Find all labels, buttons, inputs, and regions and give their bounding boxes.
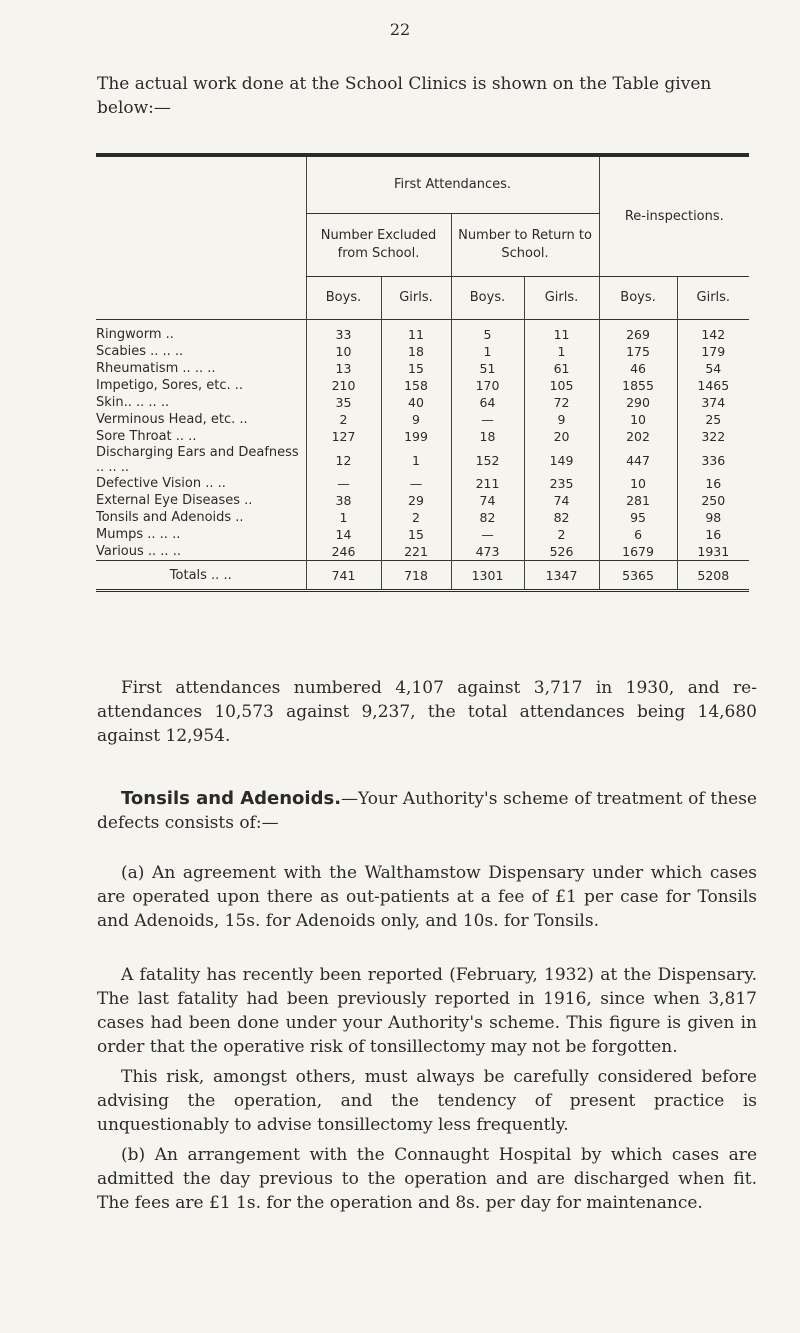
cell-excluded-boys: 1: [306, 509, 381, 526]
cell-reinspection-boys: 1855: [599, 377, 677, 394]
cell-returned-boys: 64: [451, 394, 524, 411]
cell-returned-boys: 82: [451, 509, 524, 526]
cell-excluded-girls: 1: [381, 445, 451, 475]
cell-excluded-girls: 15: [381, 526, 451, 543]
cell-reinspection-girls: 1931: [677, 543, 749, 561]
row-label: Ringworm ..: [96, 327, 174, 342]
totals-label: Totals .. ..: [96, 561, 306, 591]
cell-excluded-girls: —: [381, 475, 451, 492]
category-header-cell: [96, 157, 306, 320]
returned-header: Number to Return to School.: [451, 214, 599, 277]
cell-excluded-girls: 221: [381, 543, 451, 561]
total-reinspection-girls: 5208: [677, 561, 749, 591]
cell-returned-girls: 149: [524, 445, 599, 475]
cell-returned-boys: 211: [451, 475, 524, 492]
first-attendances-header: First Attendances.: [306, 157, 599, 214]
cell-returned-boys: 18: [451, 428, 524, 445]
total-excluded-girls: 718: [381, 561, 451, 591]
cell-excluded-boys: 10: [306, 343, 381, 360]
row-label: Verminous Head, etc. ..: [96, 412, 248, 427]
cell-returned-boys: 1: [451, 343, 524, 360]
cell-reinspection-boys: 46: [599, 360, 677, 377]
row-label: Sore Throat .. ..: [96, 429, 197, 444]
tonsils-heading: Tonsils and Adenoids.: [121, 788, 342, 809]
row-label: Scabies .. .. ..: [96, 344, 184, 359]
cell-excluded-girls: 9: [381, 411, 451, 428]
cell-excluded-boys: 127: [306, 428, 381, 445]
cell-reinspection-girls: 322: [677, 428, 749, 445]
fatality-paragraph: A fatality has recently been reported (February, 1932) at the Dispensary. The last fatality had been previously reported in 1916, since when 3,817 cases had been done under your Authority's scheme. This figure is given in order that the operative risk of tonsillectomy may not be forgotten.: [97, 965, 757, 1057]
cell-excluded-girls: 18: [381, 343, 451, 360]
cell-excluded-boys: 14: [306, 526, 381, 543]
cell-returned-girls: 2: [524, 526, 599, 543]
table-row: [96, 526, 749, 543]
excluded-header: Number Excluded from School.: [306, 214, 451, 277]
cell-reinspection-boys: 10: [599, 411, 677, 428]
totals-row: [96, 561, 749, 591]
boys-header: Boys.: [451, 277, 524, 320]
cell-returned-girls: 72: [524, 394, 599, 411]
cell-returned-girls: 61: [524, 360, 599, 377]
table-row: [96, 475, 749, 492]
cell-excluded-girls: 158: [381, 377, 451, 394]
row-label: Various .. .. ..: [96, 544, 181, 559]
cell-reinspection-girls: 98: [677, 509, 749, 526]
cell-returned-girls: 74: [524, 492, 599, 509]
cell-reinspection-girls: 142: [677, 320, 749, 344]
girls-header: Girls.: [524, 277, 599, 320]
row-label: Mumps .. .. ..: [96, 527, 181, 542]
cell-reinspection-girls: 54: [677, 360, 749, 377]
row-label: Defective Vision .. ..: [96, 476, 226, 491]
cell-excluded-boys: 12: [306, 445, 381, 475]
cell-excluded-girls: 11: [381, 320, 451, 344]
cell-excluded-boys: 13: [306, 360, 381, 377]
cell-reinspection-boys: 269: [599, 320, 677, 344]
table-row: [96, 492, 749, 509]
table-row: [96, 377, 749, 394]
cell-reinspection-boys: 95: [599, 509, 677, 526]
clinic-table-wrapper: [96, 153, 749, 592]
cell-returned-boys: —: [451, 526, 524, 543]
cell-returned-girls: 1: [524, 343, 599, 360]
row-label: Tonsils and Adenoids ..: [96, 510, 244, 525]
cell-reinspection-girls: 16: [677, 475, 749, 492]
cell-excluded-girls: 40: [381, 394, 451, 411]
attendances-paragraph: First attendances numbered 4,107 against 3,717 in 1930, and re-attendances 10,573 against 9,237, the total attendances being 14,680 against 12,954.: [97, 678, 757, 746]
boys-header: Boys.: [306, 277, 381, 320]
table-row: [96, 411, 749, 428]
cell-returned-boys: 170: [451, 377, 524, 394]
table-row: [96, 343, 749, 360]
row-label: Rheumatism .. .. ..: [96, 361, 216, 376]
cell-excluded-girls: 2: [381, 509, 451, 526]
table-row: [96, 394, 749, 411]
cell-returned-girls: 20: [524, 428, 599, 445]
cell-excluded-girls: 15: [381, 360, 451, 377]
cell-reinspection-girls: 250: [677, 492, 749, 509]
cell-returned-girls: 11: [524, 320, 599, 344]
table-row: [96, 543, 749, 561]
cell-reinspection-girls: 16: [677, 526, 749, 543]
cell-returned-girls: 9: [524, 411, 599, 428]
table-row: [96, 445, 749, 475]
cell-returned-girls: 235: [524, 475, 599, 492]
cell-reinspection-girls: 374: [677, 394, 749, 411]
row-label: Discharging Ears and Deafness .. .. ..: [96, 445, 299, 475]
risk-paragraph: This risk, amongst others, must always be carefully considered before advising the operation, and the tendency of present practice is unquestionably to advise tonsillectomy less frequently.: [97, 1067, 757, 1135]
cell-reinspection-boys: 202: [599, 428, 677, 445]
cell-returned-boys: 5: [451, 320, 524, 344]
cell-excluded-boys: 210: [306, 377, 381, 394]
table-row: [96, 360, 749, 377]
cell-excluded-boys: 38: [306, 492, 381, 509]
cell-reinspection-boys: 175: [599, 343, 677, 360]
intro-text: The actual work done at the School Clinics is shown on the Table given below:—: [97, 74, 712, 118]
row-label: Skin.. .. .. ..: [96, 395, 170, 410]
cell-excluded-boys: —: [306, 475, 381, 492]
tonsils-section: [97, 787, 757, 835]
girls-header: Girls.: [381, 277, 451, 320]
cell-reinspection-girls: 1465: [677, 377, 749, 394]
row-label: External Eye Diseases ..: [96, 493, 253, 508]
total-excluded-boys: 741: [306, 561, 381, 591]
cell-returned-boys: 74: [451, 492, 524, 509]
cell-returned-boys: —: [451, 411, 524, 428]
row-label: Impetigo, Sores, etc. ..: [96, 378, 243, 393]
table-row: [96, 509, 749, 526]
cell-reinspection-boys: 1679: [599, 543, 677, 561]
cell-excluded-boys: 2: [306, 411, 381, 428]
cell-excluded-girls: 29: [381, 492, 451, 509]
tonsils-intro: —Your Authority's scheme of treatment of these defects consists of:—: [97, 789, 757, 833]
cell-excluded-boys: 246: [306, 543, 381, 561]
table-row: [96, 320, 749, 344]
cell-returned-boys: 152: [451, 445, 524, 475]
cell-returned-boys: 473: [451, 543, 524, 561]
cell-reinspection-girls: 179: [677, 343, 749, 360]
cell-reinspection-boys: 281: [599, 492, 677, 509]
reinspections-header: Re-inspections.: [599, 157, 749, 277]
paragraph-a: (a) An agreement with the Walthamstow Dispensary under which cases are operated upon there as out-patients at a fee of £1 per case for Tonsils and Adenoids, 15s. for Adenoids only, and 10s. for Tonsils.: [97, 863, 757, 931]
total-returned-girls: 1347: [524, 561, 599, 591]
total-reinspection-boys: 5365: [599, 561, 677, 591]
cell-reinspection-girls: 25: [677, 411, 749, 428]
table-row: [96, 428, 749, 445]
cell-reinspection-boys: 447: [599, 445, 677, 475]
total-returned-boys: 1301: [451, 561, 524, 591]
clinic-attendance-table: [96, 157, 749, 592]
cell-returned-girls: 105: [524, 377, 599, 394]
cell-excluded-girls: 199: [381, 428, 451, 445]
cell-returned-girls: 82: [524, 509, 599, 526]
paragraph-b: (b) An arrangement with the Connaught Hospital by which cases are admitted the day previous to the operation and are discharged when fit. The fees are £1 1s. for the operation and 8s. per day for maintenance.: [97, 1145, 757, 1213]
cell-reinspection-boys: 290: [599, 394, 677, 411]
cell-returned-boys: 51: [451, 360, 524, 377]
girls-header: Girls.: [677, 277, 749, 320]
page-number: 22: [389, 20, 411, 39]
cell-excluded-boys: 35: [306, 394, 381, 411]
cell-reinspection-boys: 6: [599, 526, 677, 543]
cell-returned-girls: 526: [524, 543, 599, 561]
cell-reinspection-girls: 336: [677, 445, 749, 475]
cell-reinspection-boys: 10: [599, 475, 677, 492]
cell-excluded-boys: 33: [306, 320, 381, 344]
boys-header: Boys.: [599, 277, 677, 320]
